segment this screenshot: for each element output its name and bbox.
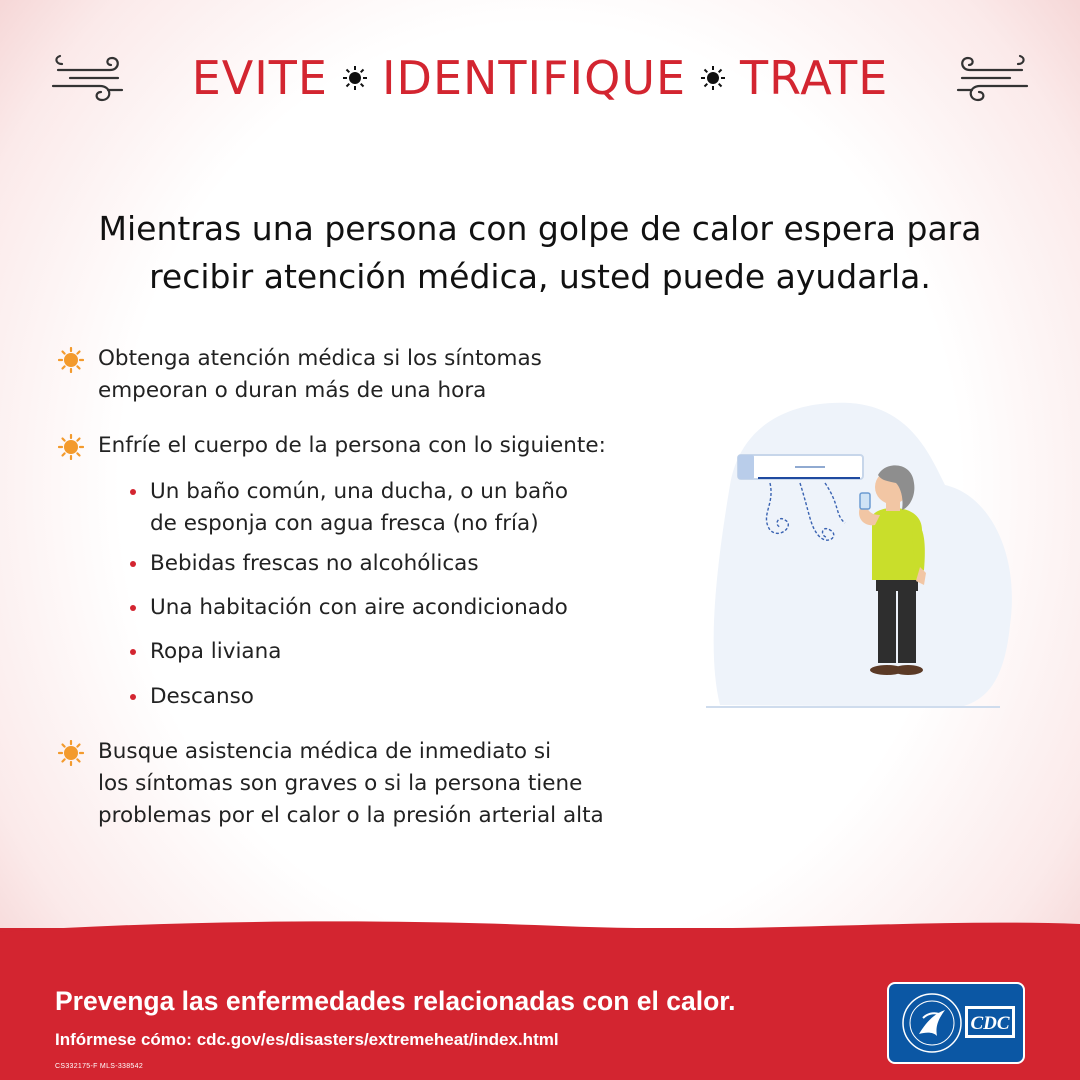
bullet-dot xyxy=(130,561,136,567)
intro-line-1: Mientras una persona con golpe de calor espera para xyxy=(98,209,982,248)
sun-icon xyxy=(700,65,726,91)
intro-heading xyxy=(40,205,1040,301)
sub-list-item-text: Una habitación con aire acondicionado xyxy=(150,595,568,620)
title-word-identifique: IDENTIFIQUE xyxy=(381,51,687,105)
bullet-dot xyxy=(130,489,136,495)
footer-wave xyxy=(0,914,1080,944)
sub-list-item-text: Un baño común, una ducha, o un baño de esponja con agua fresca (no fría) xyxy=(150,479,568,536)
title-word-evite: EVITE xyxy=(191,51,328,105)
sub-list-item-text: Bebidas frescas no alcohólicas xyxy=(150,551,479,576)
footer xyxy=(0,928,1080,1080)
sun-icon xyxy=(58,434,84,460)
intro-line-2: recibir atención médica, usted puede ayudarla. xyxy=(149,257,931,296)
footer-link[interactable]: Infórmese cómo: cdc.gov/es/disasters/extremeheat/index.html xyxy=(55,1030,559,1049)
list-item-text: Enfríe el cuerpo de la persona con lo siguiente: xyxy=(98,433,606,458)
wind-icon xyxy=(48,48,128,108)
list-item-text: Busque asistencia médica de inmediato si los síntomas son graves o si la persona tiene problemas por el calor o la presión arterial alta xyxy=(98,739,604,828)
list-item-text: Obtenga atención médica si los síntomas empeoran o duran más de una hora xyxy=(98,346,542,403)
bullet-dot xyxy=(130,694,136,700)
sun-icon xyxy=(58,347,84,373)
sub-list-item-text: Descanso xyxy=(150,684,254,709)
footer-codes: CS332175-F MLS-338542 xyxy=(55,1063,144,1070)
background-blob xyxy=(714,403,1012,707)
bullet-dot xyxy=(130,605,136,611)
title-word-trate: TRATE xyxy=(740,51,889,105)
sun-icon xyxy=(58,740,84,766)
wind-icon xyxy=(952,48,1032,108)
cdc-logo-text: CDC xyxy=(970,1013,1010,1034)
sun-icon xyxy=(342,65,368,91)
sub-list-item-text: Ropa liviana xyxy=(150,639,282,664)
page-title xyxy=(192,51,889,105)
cdc-logo xyxy=(887,982,1025,1064)
illustration-woman-drinking-under-ac xyxy=(700,395,1030,715)
header xyxy=(0,48,1080,108)
air-conditioner-icon xyxy=(738,455,863,479)
bullet-dot xyxy=(130,649,136,655)
footer-tagline: Prevenga las enfermedades relacionadas con el calor. xyxy=(55,986,736,1016)
